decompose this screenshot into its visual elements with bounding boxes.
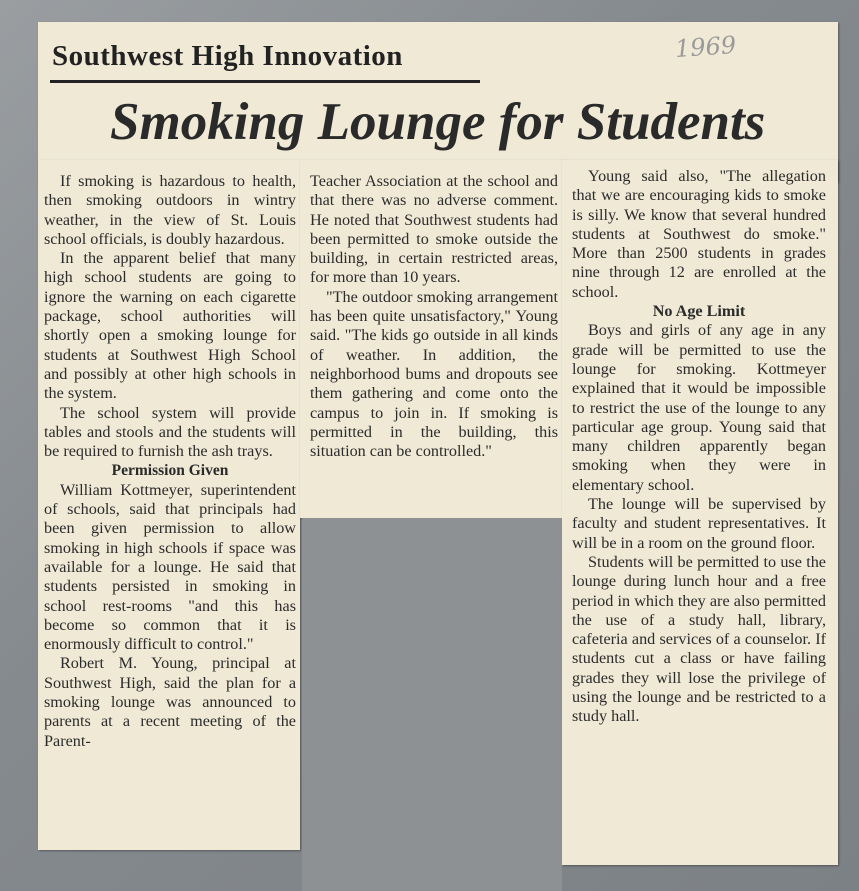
paragraph: Teacher Association at the school and that there was no adverse comment. He noted that Southwest students had been permitted to smoke outside the building, in certain restricted areas, for more than 10 years. — [310, 172, 558, 287]
article-column-1 — [44, 172, 296, 751]
subheading-no-age-limit: No Age Limit — [652, 302, 746, 321]
handwritten-year: 1969 — [674, 30, 737, 64]
main-headline: Smoking Lounge for Students — [110, 93, 766, 151]
article-column-2 — [310, 172, 558, 461]
article-column-3 — [572, 167, 826, 727]
paragraph: The school system will provide tables and stools and the students will be required to furnish the ash trays. — [44, 403, 296, 461]
paragraph: Young said also, "The allegation that we are encouraging kids to smoke is silly. We know that several hundred students at Southwest do smoke." More than 2500 students in grades nine through 12 are enrolled at the school. — [572, 167, 826, 301]
cutout-gap — [302, 518, 562, 891]
paragraph: In the apparent belief that many high school students are going to ignore the warning on each cigarette package, school authorities will shortly open a smoking lounge for students at Southwest High School and possibly at other high schools in the system. — [44, 249, 296, 403]
paragraph: The lounge will be supervised by faculty and student representatives. It will be in a room on the ground floor. — [572, 495, 826, 552]
kicker-headline: Southwest High Innovation — [52, 40, 403, 72]
paragraph: William Kottmeyer, superintendent of schools, said that principals had been given permission to allow smoking in high schools if space was available for a lounge. He said that students persisted in smoking in school rest-rooms "and this has become so common that it is enormously difficult to control." — [44, 480, 296, 654]
paragraph: "The outdoor smoking arrangement has been quite unsatisfactory," Young said. "The kids go outside in all kinds of weather. In addition, the neighborhood bums and dropouts see them gathering and come onto the campus to join in. If smoking is permitted in the building, this situation can be controlled." — [310, 287, 558, 461]
paragraph: Robert M. Young, principal at Southwest High, said the plan for a smoking lounge was announced to parents at a recent meeting of the Parent- — [44, 654, 296, 750]
kicker-underline — [50, 80, 480, 83]
paragraph: If smoking is hazardous to health, then smoking outdoors in wintry weather, in the view of St. Louis school officials, is doubly hazardous. — [44, 172, 296, 248]
paragraph: Boys and girls of any age in any grade will be permitted to use the lounge for smoking. Kottmeyer explained that it would be impossible to restrict the use of the lounge to any particular age group. Young said that many children apparently began smoking when they were in elementary school. — [572, 321, 826, 494]
paragraph: Students will be permitted to use the lounge during lunch hour and a free period in which they are also permitted the use of a study hall, library, cafeteria and services of a counselor. If students cut a class or have failing grades they will lose the privilege of using the lounge and be restricted to a study hall. — [572, 552, 826, 726]
subheading-permission-given: Permission Given — [111, 462, 229, 480]
